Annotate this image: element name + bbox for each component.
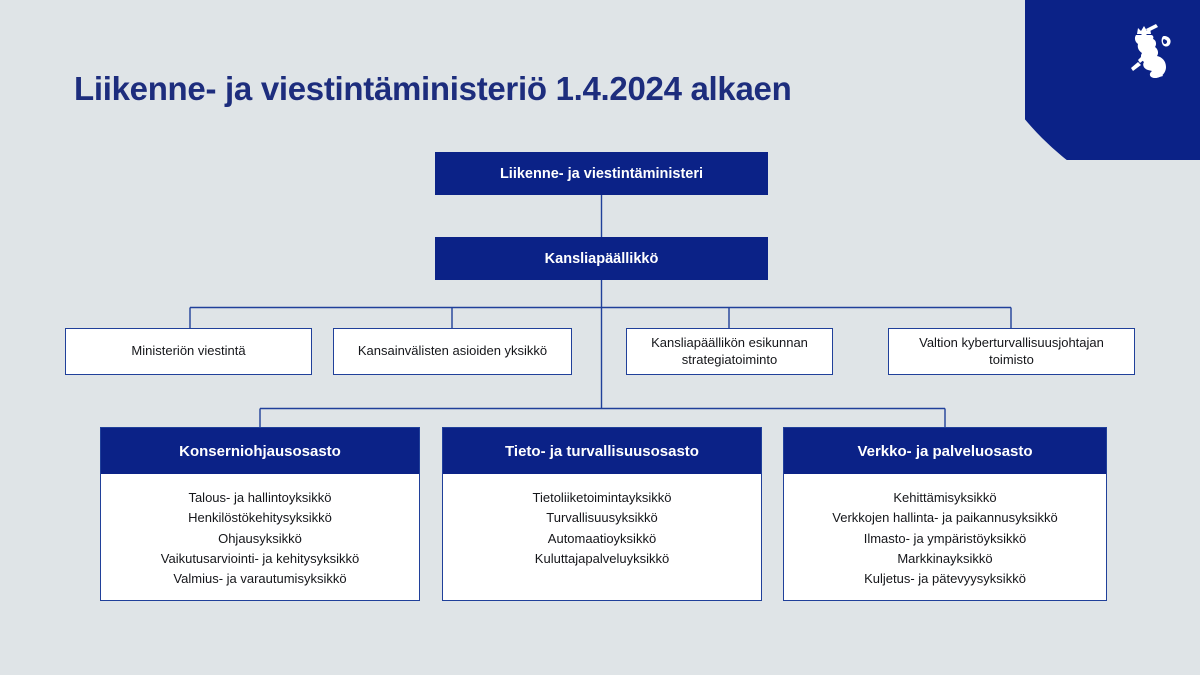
department-card-1[interactable] xyxy=(100,427,420,601)
list-item: Henkilöstökehitysyksikkö xyxy=(188,510,332,526)
box-minister[interactable] xyxy=(435,152,768,195)
box-permanent-secretary-label: Kansliapäällikkö xyxy=(544,250,659,267)
list-item: Kehittämisyksikkö xyxy=(893,490,997,505)
list-item: Kuluttajapalveluyksikkö xyxy=(534,550,670,566)
list-item: Talous- ja hallintoyksikkö xyxy=(188,490,332,505)
list-item: Markkinayksikkö xyxy=(897,550,993,566)
list-item: Automaatioyksikkö xyxy=(547,530,657,546)
department-card-2[interactable] xyxy=(442,427,762,601)
box-staff-unit-4-label: Valtion kyberturvallisuusjohtajan toimisto xyxy=(919,335,1104,367)
department-1-units xyxy=(101,474,419,600)
list-item: Valmius- ja varautumisyksikkö xyxy=(173,571,347,587)
department-3-title: Verkko- ja palveluosasto xyxy=(784,428,1106,474)
box-permanent-secretary[interactable] xyxy=(435,237,768,280)
department-2-title: Tieto- ja turvallisuusosasto xyxy=(443,428,761,474)
list-item: Tietoliiketoimintayksikkö xyxy=(532,490,672,505)
box-staff-unit-3[interactable] xyxy=(626,328,833,375)
department-1-title: Konserniohjausosasto xyxy=(101,428,419,474)
department-card-3[interactable] xyxy=(783,427,1107,601)
box-minister-label: Liikenne- ja viestintäministeri xyxy=(499,165,704,182)
box-staff-unit-4[interactable] xyxy=(888,328,1135,375)
box-staff-unit-1[interactable] xyxy=(65,328,312,375)
list-item: Ohjausyksikkö xyxy=(218,530,302,546)
page-title: Liikenne- ja viestintäministeriö 1.4.2024 alkaen xyxy=(74,70,792,107)
box-staff-unit-3-label: Kansliapäällikön esikunnan strategiatoiminto xyxy=(651,335,808,367)
list-item: Turvallisuusyksikkö xyxy=(546,510,658,526)
box-staff-unit-2-label: Kansainvälisten asioiden yksikkö xyxy=(357,343,548,359)
box-staff-unit-2[interactable] xyxy=(333,328,572,375)
box-staff-unit-1-label: Ministeriön viestintä xyxy=(131,343,246,359)
list-item: Vaikutusarviointi- ja kehitysyksikkö xyxy=(160,550,360,566)
list-item: Verkkojen hallinta- ja paikannusyksikkö xyxy=(832,510,1058,526)
department-3-units xyxy=(784,474,1106,600)
list-item: Ilmasto- ja ympäristöyksikkö xyxy=(863,530,1027,546)
department-2-units xyxy=(443,474,761,600)
list-item: Kuljetus- ja pätevyysyksikkö xyxy=(864,571,1026,587)
